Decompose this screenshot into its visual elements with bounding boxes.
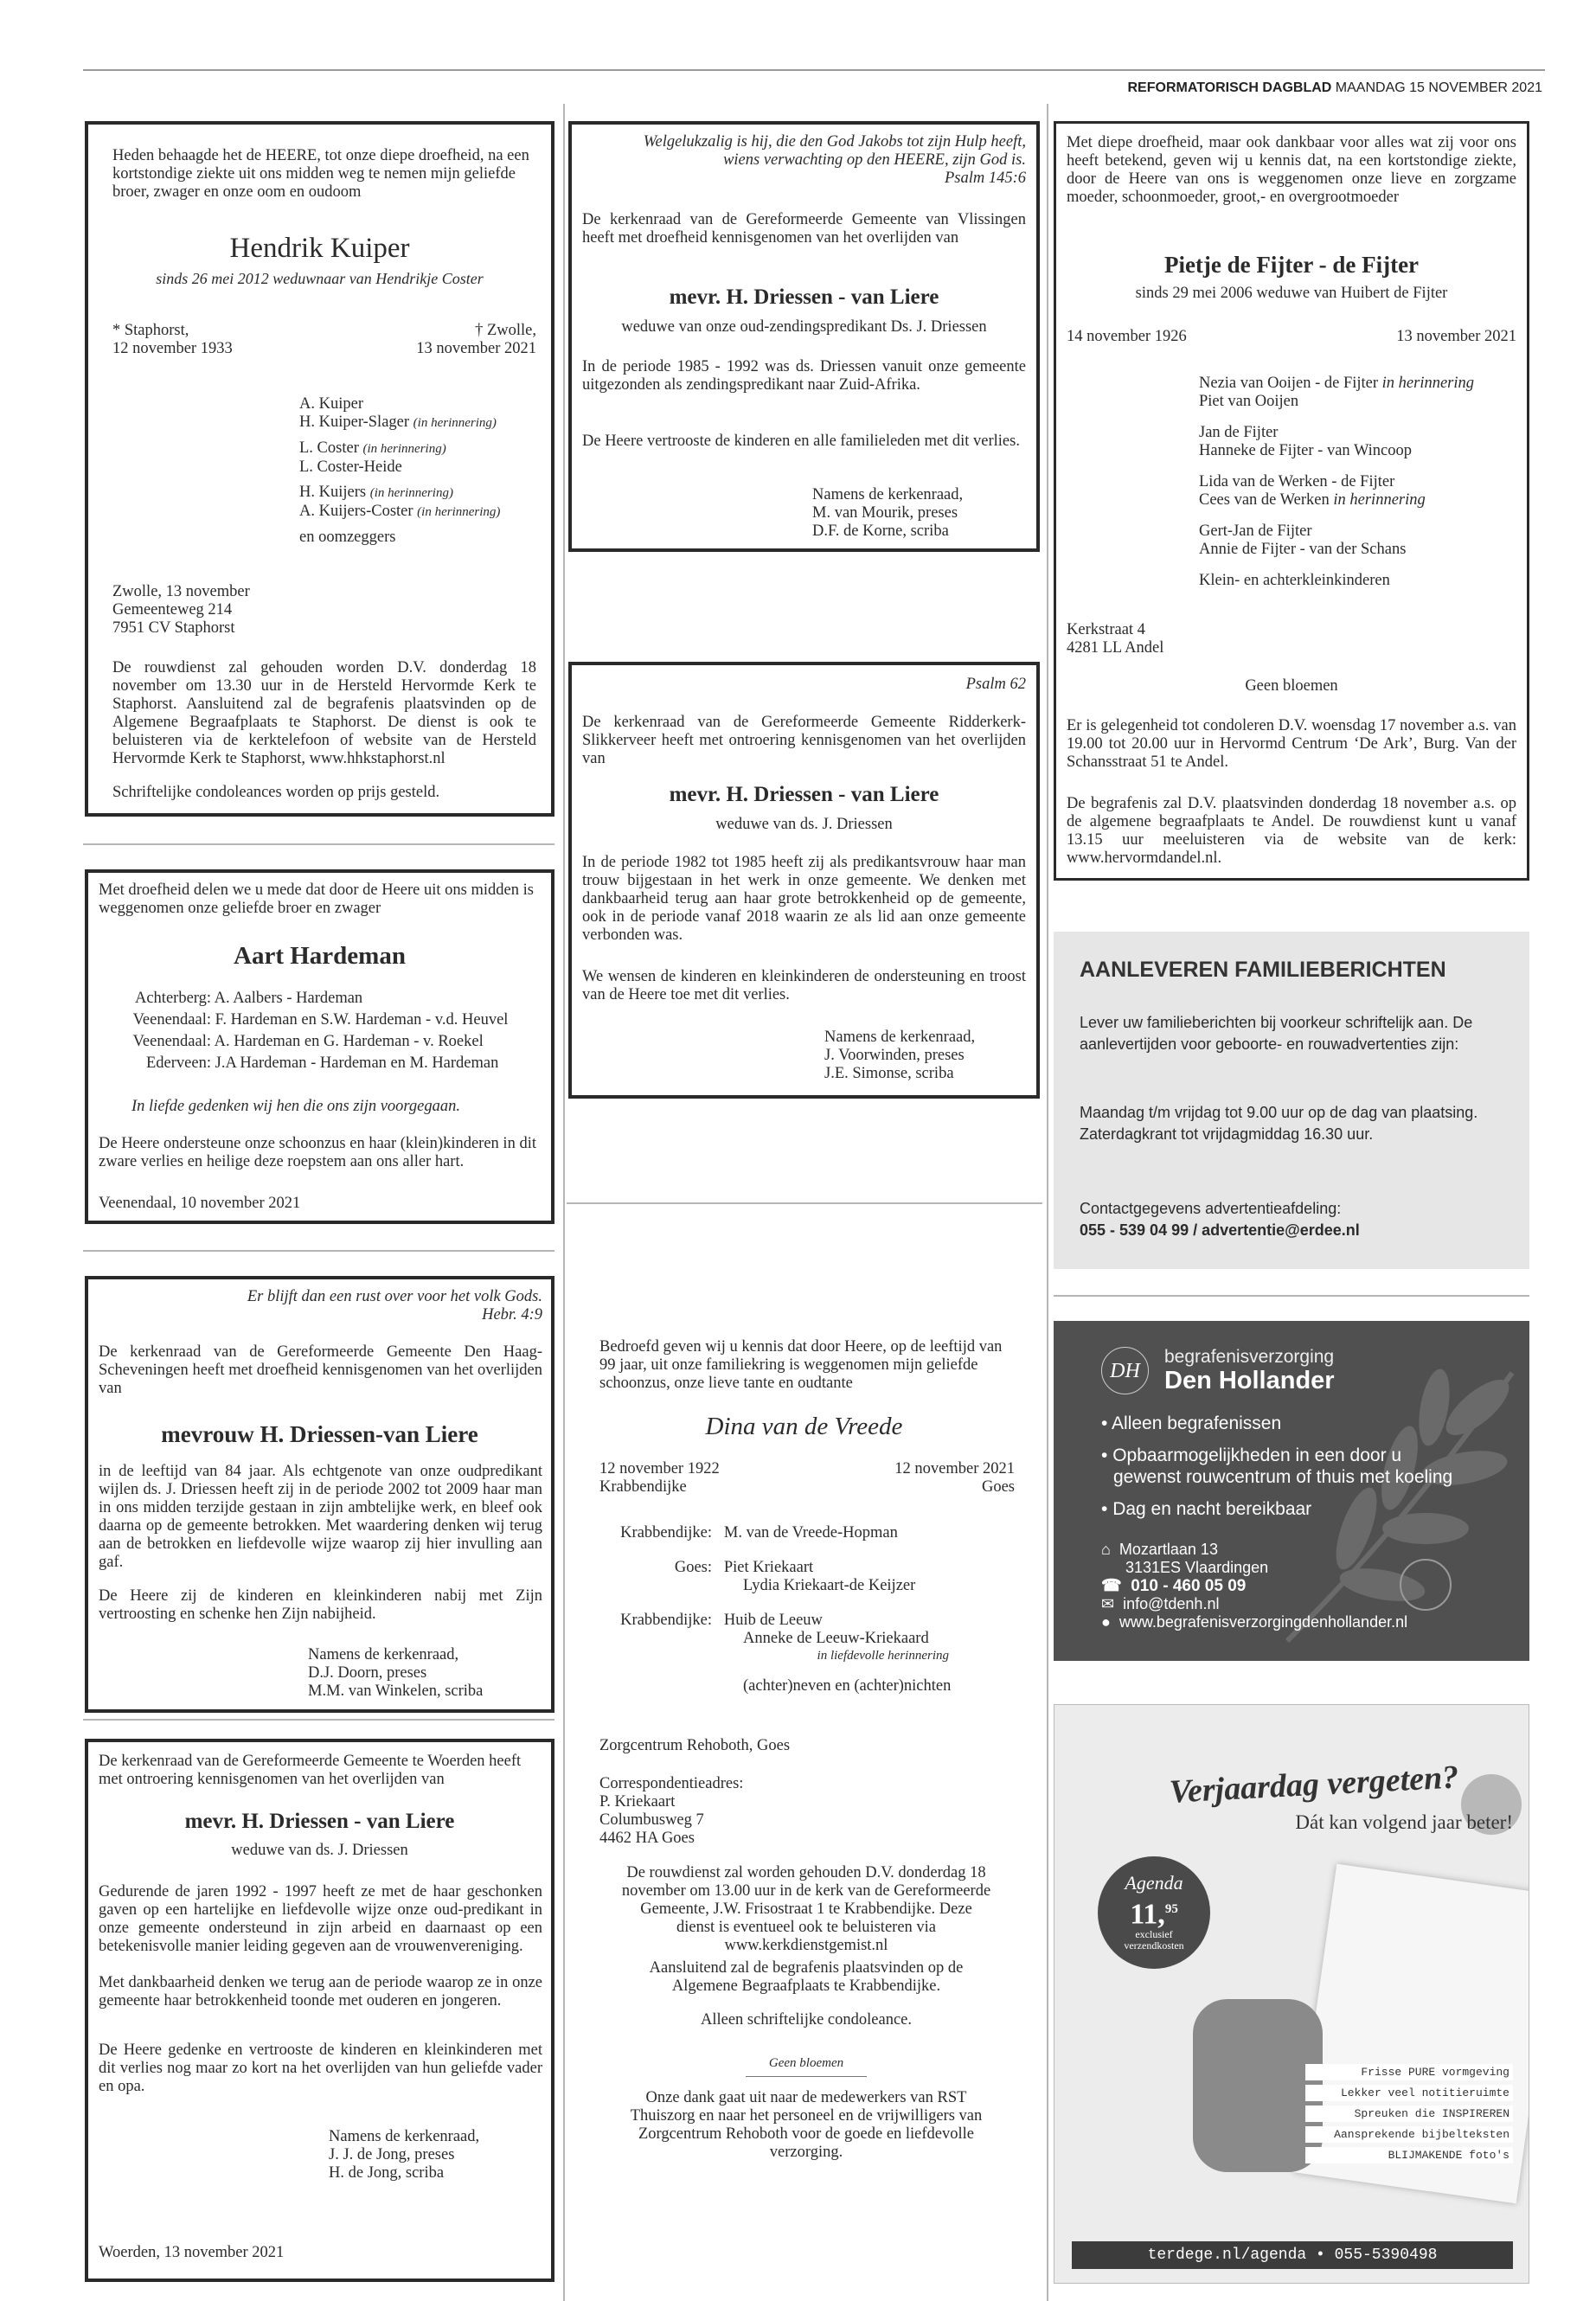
fijter-since: sinds 29 mei 2006 weduwe van Huibert de Fijter xyxy=(1135,285,1448,302)
den-hollander-bullets: • Alleen begrafenissen • Opbaarmogelijkheden in een door u gewenst rouwcentrum of thuis met koeling • Dag en nacht bereikbaar xyxy=(1101,1413,1453,1519)
hardeman-family: Achterberg: A. Aalbers - Hardeman Veenendaal: F. Hardeman en S.W. Hardeman - v.d. Heuvel Veenendaal: A. Hardeman en G. Hardeman - v. Roekel Ederveen: J.A Hardeman - Hardeman en M. Hardeman xyxy=(132,990,509,1072)
ridderkerk-intro: De kerkenraad van de Gereformeerde Gemeente Ridderkerk-Slikkerveer heeft met ontroering kennisgenomen van het overlijden van xyxy=(582,714,1026,767)
aanleveren-contact-label: Contactgegevens advertentieafdeling: xyxy=(1080,1200,1342,1217)
agenda-subtitle: Dát kan volgend jaar beter! xyxy=(1295,1811,1513,1833)
kuiper-intro: Heden behaagde het de HEERE, tot onze diepe droefheid, na een kortstondige ziekte uit ons midden weg te nemen mijn geliefde broer, zwager en onze oom en oudoom xyxy=(112,147,529,201)
woerden-sub: weduwe van ds. J. Driessen xyxy=(231,1842,408,1859)
agenda-title: Verjaardag vergeten? xyxy=(1168,1759,1460,1811)
kuiper-death: † Zwolle, 13 november 2021 xyxy=(416,322,536,357)
vreede-correspondence: Correspondentieadres: P. Kriekaart Columbusweg 7 4462 HA Goes xyxy=(599,1775,744,1847)
den-hollander-brand: begrafenisverzorging xyxy=(1164,1347,1335,1367)
kuiper-address: Zwolle, 13 november Gemeenteweg 214 7951 CV Staphorst xyxy=(112,583,250,637)
ridderkerk-signature: Namens de kerkenraad, J. Voorwinden, preses J.E. Simonse, scriba xyxy=(824,1029,976,1082)
den-hollander-name: Den Hollander xyxy=(1164,1367,1335,1394)
hardeman-name: Aart Hardeman xyxy=(234,942,406,970)
vlissingen-name: mevr. H. Driessen - van Liere xyxy=(669,285,939,309)
row-rule xyxy=(83,1250,554,1252)
woerden-p1: Gedurende de jaren 1992 - 1997 heeft ze met de haar geschonken gaven op een hartelijke en liefdevolle wijze onze oud-predikant in onze gemeente ondersteund in zijn arbeid en daarnaast op een betekenisvolle manier leiding gegeven aan de vrouwenvereniging. xyxy=(99,1883,542,1955)
woerden-p2: Met dankbaarheid denken we terug aan de periode waarop ze in onze gemeente haar betrokkenheid toonde met ouderen en jongeren. xyxy=(99,1974,542,2009)
vlissingen-sub: weduwe van onze oud-zendingspredikant Ds. J. Driessen xyxy=(621,318,987,336)
info-aanleveren xyxy=(1054,932,1529,1269)
vlissingen-signature: Namens de kerkenraad, M. van Mourik, preses D.F. de Korne, scriba xyxy=(812,486,964,540)
denhaag-verse: Er blijft dan een rust over voor het volk Gods. Hebr. 4:9 xyxy=(247,1288,542,1324)
fijter-intro: Met diepe droefheid, maar ook dankbaar voor alles wat zij voor ons heeft betekend, geven wij u kennis dat, na een kortstondige ziekte, door de Heere van ons is weggenomen onze lieve en zorgzame moeder, schoonmoeder, groot,- en overgrootmoeder xyxy=(1067,134,1516,206)
den-hollander-contact: ⌂ Mozartlaan 13 3131ES Vlaardingen ☎ 010 - 460 05 09 ✉ info@tdenh.nl ● www.begrafenisverzorgingdenhollander.nl xyxy=(1101,1541,1408,1631)
denhaag-p2: De Heere zij de kinderen en kleinkinderen nabij met Zijn vertroosting en schenke hen Zijn nabijheid. xyxy=(99,1587,542,1623)
denhaag-intro: De kerkenraad van de Gereformeerde Gemeente Den Haag-Scheveningen heeft met droefheid kennisgenomen van het overlijden van xyxy=(99,1343,542,1397)
hardeman-place-date: Veenendaal, 10 november 2021 xyxy=(99,1195,301,1212)
fijter-family: Nezia van Ooijen - de Fijter in herinnering Piet van Ooijen Jan de Fijter Hanneke de Fijter - van Wincoop Lida van de Werken - de Fijter Cees van de Werken in herinnering Gert-Jan de Fijter Annie de Fijter - van der Schans Klein- en achterkleinkinderen xyxy=(1199,375,1475,589)
kuiper-condolences: Schriftelijke condoleances worden op prijs gesteld. xyxy=(112,784,440,801)
vreede-burial: Aansluitend zal de begrafenis plaatsvinden op de Algemene Begraafplaats te Krabbendijke. xyxy=(649,1959,964,1995)
denhaag-signature: Namens de kerkenraad, D.J. Doorn, preses M.M. van Winkelen, scriba xyxy=(308,1646,484,1700)
vreede-intro: Bedroefd geven wij u kennis dat door Heere, op de leeftijd van 99 jaar, uit onze familiekring is weggenomen mijn geliefde schoonzus, onze lieve tante en oudtante xyxy=(599,1338,1003,1392)
kuiper-name: Hendrik Kuiper xyxy=(229,233,410,264)
vlissingen-p2: De Heere vertrooste de kinderen en alle familieleden met dit verlies. xyxy=(582,433,1020,450)
ridderkerk-p2: We wensen de kinderen en kleinkinderen de ondersteuning en troost van de Heere toe met dit verlies. xyxy=(582,968,1026,1003)
vreede-birth: 12 november 1922 Krabbendijke xyxy=(599,1460,720,1496)
paper-name: REFORMATORISCH DAGBLAD xyxy=(1127,80,1332,95)
notice-denhaag xyxy=(85,1276,554,1713)
hardeman-memory: In liefde gedenken wij hen die ons zijn voorgegaan. xyxy=(131,1098,461,1115)
vreede-thanks: Onze dank gaat uit naar de medewerkers van RST Thuiszorg en naar het personeel en de vrijwilligers van Zorgcentrum Rehoboth voor de goede en liefdevolle verzorging. xyxy=(630,2089,983,2161)
den-hollander-logo: DH xyxy=(1101,1347,1149,1394)
vreede-death: 12 november 2021 Goes xyxy=(894,1460,1015,1496)
fijter-death: 13 november 2021 xyxy=(1396,328,1516,345)
agenda-shoes xyxy=(1193,1999,1323,2172)
kuiper-family: A. Kuiper H. Kuiper-Slager (in herinnering) L. Coster (in herinnering) L. Coster-Heide H. Kuijers (in herinnering) A. Kuijers-Coster (in herinnering) en oomzeggers xyxy=(299,395,501,546)
ad-agenda[interactable] xyxy=(1054,1704,1529,2284)
row-rule xyxy=(567,1202,1042,1204)
vreede-name: Dina van de Vreede xyxy=(705,1413,903,1440)
globe-icon: ● xyxy=(1101,1613,1111,1631)
ridderkerk-p1: In de periode 1982 tot 1985 heeft zij als predikantsvrouw haar man trouw bijgestaan in het werk in onze gemeente. We denken met dankbaarheid terug aan haar grote betrokkenheid op de gemeente, ook in de periode vanaf 2018 waarin ze als lid aan onze gemeente verbonden was. xyxy=(582,854,1026,944)
notice-vreede xyxy=(568,1319,1040,2284)
row-rule xyxy=(83,843,554,845)
kuiper-since: sinds 26 mei 2012 weduwnaar van Hendrikje Coster xyxy=(156,270,484,287)
ridderkerk-ref: Psalm 62 xyxy=(965,676,1026,693)
vlissingen-verse: Welgelukzalig is hij, die den God Jakobs tot zijn Hulp heeft, wiens verwachting op den HEERE, zijn God is. Psalm 145:6 xyxy=(643,133,1026,187)
home-icon: ⌂ xyxy=(1101,1541,1111,1558)
row-rule xyxy=(83,1719,554,1721)
top-rule xyxy=(83,69,1545,71)
woerden-name: mevr. H. Driessen - van Liere xyxy=(184,1810,455,1833)
fijter-condolences: Er is gelegenheid tot condoleren D.V. woensdag 17 november a.s. van 19.00 tot 20.00 uur in Hervormd Centrum ‘De Ark’, Burg. Van der Schansstraat 51 te Andel. xyxy=(1067,717,1516,771)
vreede-condolences: Alleen schriftelijke condoleance. xyxy=(701,2011,912,2029)
woerden-signature: Namens de kerkenraad, J. J. de Jong, preses H. de Jong, scriba xyxy=(329,2128,480,2182)
column-rule-1 xyxy=(563,104,565,2301)
quality-seal-icon xyxy=(1400,1559,1452,1611)
fijter-birth: 14 november 1926 xyxy=(1067,328,1187,345)
ad-den-hollander[interactable] xyxy=(1054,1321,1529,1661)
phone-icon: ☎ xyxy=(1101,1577,1122,1595)
denhaag-p1: in de leeftijd van 84 jaar. Als echtgenote van onze oudpredikant wijlen ds. J. Driessen heeft zij in de periode 2002 tot 2009 haar man in ons midden terzijde gestaan in zijn ambtelijke werk, en bleef ook daarna op de gemeente betrokken. Met waardering denken wij terug aan de betrokken en liefdevolle wijze waarop zij hier invulling aan gaf. xyxy=(99,1463,542,1571)
fijter-address: Kerkstraat 4 4281 LL Andel xyxy=(1067,621,1164,657)
kuiper-birth: * Staphorst, 12 november 1933 xyxy=(112,322,233,357)
kuiper-service: De rouwdienst zal gehouden worden D.V. donderdag 18 november om 13.30 uur in de Hersteld Hervormde Kerk te Staphorst. Aansluitend zal de begrafenis plaatsvinden op de Algemene Begraafplaats te Staphorst. De dienst is ook te beluisteren via de kerktelefoon of website van de Hersteld Hervormde Kerk te Staphorst, www.hhkstaphorst.nl xyxy=(112,659,536,767)
notice-hardeman xyxy=(85,869,554,1224)
vlissingen-p1: In de periode 1985 - 1992 was ds. Driessen vanuit onze gemeente uitgezonden als zendingspredikant naar Zuid-Afrika. xyxy=(582,358,1026,394)
vreede-family: Krabbendijke: M. van de Vreede-Hopman Goes: Piet Kriekaart Lydia Kriekaart-de Keijzer Krabbendijke: Huib de Leeuw Anneke de Leeuw-Kriekaard in liefdevolle herinnering (achter)neven en (achter)nichten xyxy=(620,1524,952,1695)
aanleveren-times: Maandag t/m vrijdag tot 9.00 uur op de dag van plaatsing. Zaterdagkrant tot vrijdagmiddag 16.30 uur. xyxy=(1080,1104,1478,1143)
notice-woerden xyxy=(85,1739,554,2282)
vreede-home: Zorgcentrum Rehoboth, Goes xyxy=(599,1737,791,1754)
woerden-p3: De Heere gedenke en vertrooste de kinderen en kleinkinderen met dit verlies nog maar zo kort na het overlijden van hun geliefde vader en opa. xyxy=(99,2041,542,2095)
aanleveren-title: AANLEVEREN FAMILIEBERICHTEN xyxy=(1080,958,1446,982)
agenda-price-badge: Agenda 11,95 exclusief verzendkosten xyxy=(1098,1856,1210,1969)
woerden-intro: De kerkenraad van de Gereformeerde Gemeente te Woerden heeft met ontroering kennisgenomen van het overlijden van xyxy=(99,1753,522,1788)
hardeman-closing: De Heere ondersteune onze schoonzus en haar (klein)kinderen in dit zware verlies en heilige deze roepstem aan ons aller hart. xyxy=(99,1135,536,1170)
vreede-service: De rouwdienst zal worden gehouden D.V. donderdag 18 november om 13.00 uur in de kerk van de Gereformeerde Gemeente, J.W. Frisostraat 1 te Krabbendijke. Deze dienst is eventueel ook te beluisteren via www.kerkdienstgemist.nl xyxy=(621,1864,991,1954)
aanleveren-contact: 055 - 539 04 99 / advertentie@erdee.nl xyxy=(1080,1221,1360,1239)
notice-fijter xyxy=(1054,121,1529,881)
masthead xyxy=(1128,80,1543,96)
vreede-no-flowers: Geen bloemen xyxy=(768,2056,844,2070)
agenda-features: Frisse PURE vormgeving Lekker veel notitieruimte Spreuken die INSPIREREN Aansprekende bijbelteksten BLIJMAKENDE foto's xyxy=(1305,2064,1513,2168)
notice-vlissingen xyxy=(568,121,1040,552)
notice-ridderkerk xyxy=(568,662,1040,1099)
ridderkerk-sub: weduwe van ds. J. Driessen xyxy=(715,816,893,833)
fijter-name: Pietje de Fijter - de Fijter xyxy=(1163,252,1420,278)
aanleveren-p1: Lever uw familieberichten bij voorkeur schriftelijk aan. De aanlevertijden voor geboorte- en rouwadvertenties zijn: xyxy=(1080,1014,1473,1053)
issue-date: MAANDAG 15 NOVEMBER 2021 xyxy=(1335,80,1542,95)
fijter-no-flowers: Geen bloemen xyxy=(1245,677,1338,695)
notice-kuiper xyxy=(85,121,554,817)
mail-icon: ✉ xyxy=(1101,1595,1115,1612)
denhaag-name: mevrouw H. Driessen-van Liere xyxy=(161,1421,478,1447)
fijter-burial: De begrafenis zal D.V. plaatsvinden donderdag 18 november a.s. op de algemene begraafplaats te Andel. De rouwdienst kunt u vanaf 13.15 uur meeluisteren via de website van de kerk: www.hervormdandel.nl. xyxy=(1067,795,1517,867)
row-rule xyxy=(1054,1295,1529,1297)
woerden-place-date: Woerden, 13 november 2021 xyxy=(99,2244,285,2261)
vlissingen-intro: De kerkenraad van de Gereformeerde Gemeente van Vlissingen heeft met droefheid kennisgenomen van het overlijden van xyxy=(582,211,1026,247)
column-rule-2 xyxy=(1047,104,1048,2301)
hardeman-intro: Met droefheid delen we u mede dat door de Heere uit ons midden is weggenomen onze geliefde broer en zwager xyxy=(99,881,534,917)
ridderkerk-name: mevr. H. Driessen - van Liere xyxy=(669,783,939,806)
vreede-divider xyxy=(746,2076,867,2077)
agenda-footer[interactable]: terdege.nl/agenda • 055-5390498 xyxy=(1072,2241,1513,2269)
